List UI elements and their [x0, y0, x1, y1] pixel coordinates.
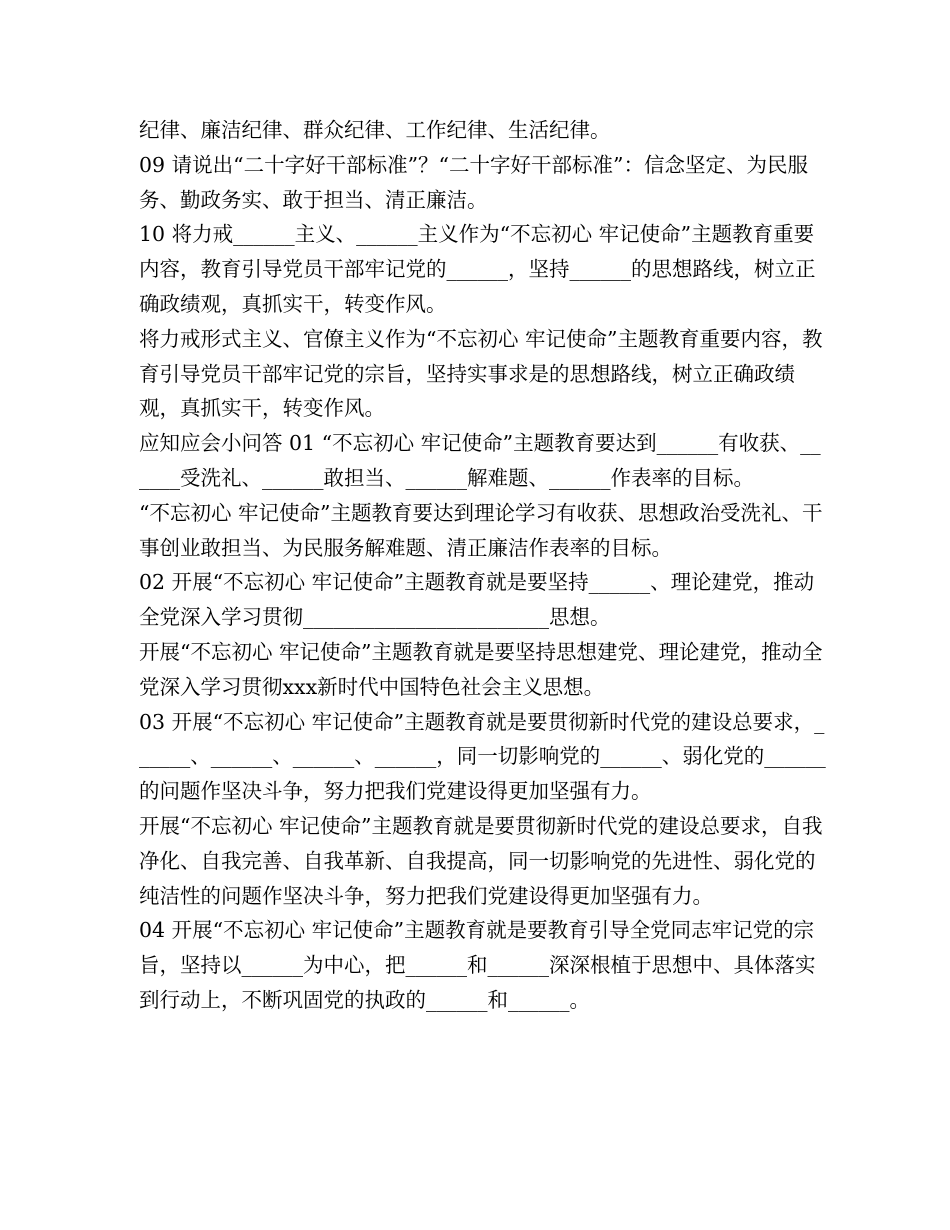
paragraph-discipline-list: 纪律、廉洁纪律、群众纪律、工作纪律、生活纪律。	[139, 118, 611, 142]
paragraph-a01: “不忘初心 牢记使命”主题教育要达到理论学习有收获、思想政治受洗礼、干事创业敢担当、为民服务解难题、清正廉洁作表率的目标。	[139, 500, 823, 560]
paragraph-a03: 开展“不忘初心 牢记使命”主题教育就是要贯彻新时代党的建设总要求，自我净化、自我完善、自我革新、自我提高，同一切影响党的先进性、弱化党的纯洁性的问题作坚决斗争，努力把我们党建设得更加坚强有力。	[139, 813, 823, 908]
paragraph-q04: 04 开展“不忘初心 牢记使命”主题教育就是要教育引导全党同志牢记党的宗旨，坚持以______为中心，把______和______深深根植于思想中、具体落实到行动上，不断巩固党的执政的______和______。	[139, 918, 816, 1012]
paragraph-q10: 10 将力戒______主义、______主义作为“不忘初心 牢记使命”主题教育重要内容，教育引导党员干部牢记党的______，坚持______的思想路线，树立正确政绩观，真抓实干，转变作风。	[139, 222, 816, 316]
paragraph-q01: 应知应会小问答 01 “不忘初心 牢记使命”主题教育要达到______有收获、______受洗礼、______敢担当、______解难题、______作表率的目标。	[139, 431, 821, 490]
paragraph-q03: 03 开展“不忘初心 牢记使命”主题教育就是要贯彻新时代党的建设总要求，______、______、______、______，同一切影响党的______、弱化党的______的问题作坚决斗争，努力把我们党建设得更加坚强有力。	[139, 709, 826, 804]
paragraph-q09: 09 请说出“二十字好干部标准”？“二十字好干部标准”：信念坚定、为民服务、勤政务实、敢于担当、清正廉洁。	[139, 152, 809, 212]
document-page	[139, 113, 829, 1018]
paragraph-q02: 02 开展“不忘初心 牢记使命”主题教育就是要坚持______、理论建党，推动全党深入学习贯彻________________________思想。	[139, 570, 815, 630]
paragraph-a10: 将力戒形式主义、官僚主义作为“不忘初心 牢记使命”主题教育重要内容，教育引导党员干部牢记党的宗旨，坚持实事求是的思想路线，树立正确政绩观，真抓实干，转变作风。	[139, 326, 823, 421]
paragraph-a02: 开展“不忘初心 牢记使命”主题教育就是要坚持思想建党、理论建党，推动全党深入学习贯彻xxx新时代中国特色社会主义思想。	[139, 639, 823, 699]
